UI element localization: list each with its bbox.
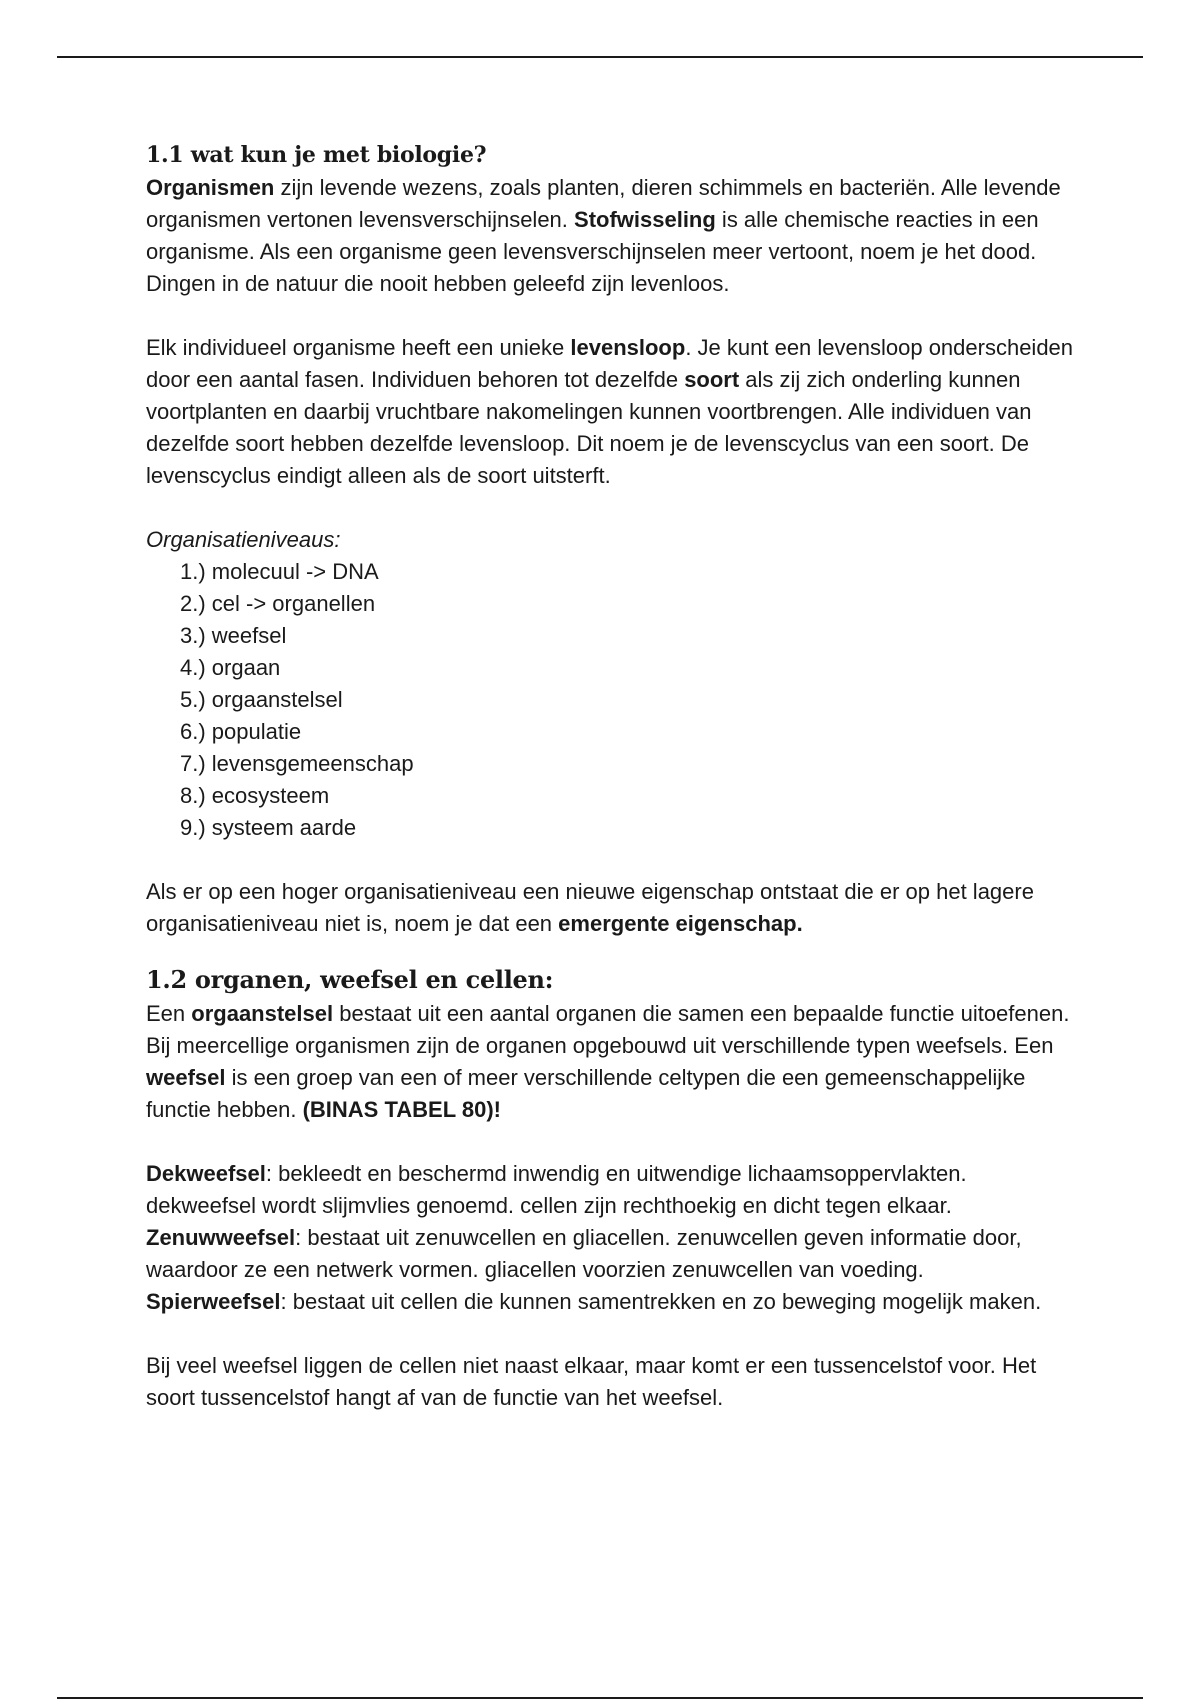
list-item: 2.) cel -> organellen bbox=[180, 591, 376, 616]
term-zenuwweefsel: Zenuwweefsel bbox=[146, 1225, 296, 1250]
list-item: 9.) systeem aarde bbox=[180, 815, 357, 840]
paragraph-organismen bbox=[146, 172, 1076, 300]
term-soort: soort bbox=[684, 367, 740, 392]
text: is een groep van een of meer verschillende celtypen die een gemeenschappelijke functie hebben. bbox=[146, 1065, 1026, 1122]
list-item: 8.) ecosysteem bbox=[180, 783, 330, 808]
list-item: 3.) weefsel bbox=[180, 623, 287, 648]
binas-reference: (BINAS TABEL 80)! bbox=[302, 1097, 501, 1122]
section-heading-1-2: 1.2 organen, weefsel en cellen: bbox=[146, 965, 554, 994]
text: . Je kunt een levensloop onderscheiden door een aantal fasen. Individuen behoren tot dezelfde bbox=[146, 335, 1074, 392]
list-item: 1.) molecuul -> DNA bbox=[180, 559, 379, 584]
text: Elk individueel organisme heeft een unieke bbox=[146, 335, 571, 360]
organisation-levels-list bbox=[146, 556, 1076, 844]
section-heading-1-1: 1.1 wat kun je met biologie? bbox=[146, 142, 487, 168]
text: bestaat uit een aantal organen die samen een bepaalde functie uitoefenen. Bij meercellige organismen zijn de organen opgebouwd uit verschillende typen weefsels. Een bbox=[146, 1001, 1070, 1058]
bottom-rule bbox=[57, 1697, 1143, 1699]
list-item: 6.) populatie bbox=[180, 719, 302, 744]
list-item: 7.) levensgemeenschap bbox=[180, 751, 414, 776]
levels-title: Organisatieniveaus: bbox=[146, 527, 341, 552]
text: zijn levende wezens, zoals planten, dieren schimmels en bacteriën. Alle levende organismen vertonen levensverschijnselen. bbox=[146, 175, 1061, 232]
term-stofwisseling: Stofwisseling bbox=[574, 207, 716, 232]
text: : bestaat uit cellen die kunnen samentrekken en zo beweging mogelijk maken. bbox=[280, 1289, 1042, 1314]
list-item: 4.) orgaan bbox=[180, 655, 281, 680]
text: Als er op een hoger organisatieniveau een nieuwe eigenschap ontstaat die er op het lagere organisatieniveau niet is, noem je dat een bbox=[146, 879, 1034, 936]
paragraph-spierweefsel bbox=[146, 1286, 1076, 1318]
term-orgaanstelsel: orgaanstelsel bbox=[191, 1001, 334, 1026]
text: Een bbox=[146, 1001, 192, 1026]
term-spierweefsel: Spierweefsel bbox=[146, 1289, 281, 1314]
paragraph-zenuwweefsel bbox=[146, 1222, 1076, 1286]
term-levensloop: levensloop bbox=[570, 335, 686, 360]
term-weefsel: weefsel bbox=[146, 1065, 226, 1090]
paragraph-dekweefsel bbox=[146, 1158, 1076, 1222]
text: : bekleedt en beschermd inwendig en uitwendige lichaamsoppervlakten. dekweefsel wordt slijmvlies genoemd. cellen zijn rechthoekig en dicht tegen elkaar. bbox=[146, 1161, 967, 1218]
paragraph-tussencelstof: Bij veel weefsel liggen de cellen niet naast elkaar, maar komt er een tussencelstof voor. Het soort tussencelstof hangt af van de functie van het weefsel. bbox=[146, 1353, 1037, 1410]
term-organismen: Organismen bbox=[146, 175, 275, 200]
top-rule bbox=[57, 56, 1143, 58]
paragraph-orgaanstelsel bbox=[146, 998, 1076, 1126]
text: : bestaat uit zenuwcellen en gliacellen. zenuwcellen geven informatie door, waardoor ze een netwerk vormen. gliacellen voorzien zenuwcellen van voeding. bbox=[146, 1225, 1022, 1282]
document-body bbox=[146, 138, 1076, 1414]
text: is alle chemische reacties in een organisme. Als een organisme geen levensverschijnselen meer vertoont, noem je het dood. Dingen in de natuur die nooit hebben geleefd zijn levenloos. bbox=[146, 207, 1039, 296]
term-emergente-eigenschap: emergente eigenschap. bbox=[558, 911, 803, 936]
text: als zij zich onderling kunnen voortplanten en daarbij vruchtbare nakomelingen kunnen voortbrengen. Alle individuen van dezelfde soort hebben dezelfde levensloop. Dit noem je de levenscyclus van een soort. De levenscyclus eindigt alleen als de soort uitsterft. bbox=[146, 367, 1032, 488]
list-item: 5.) orgaanstelsel bbox=[180, 687, 343, 712]
term-dekweefsel: Dekweefsel bbox=[146, 1161, 266, 1186]
paragraph-emergente-eigenschap bbox=[146, 876, 1076, 940]
paragraph-levensloop bbox=[146, 332, 1076, 492]
